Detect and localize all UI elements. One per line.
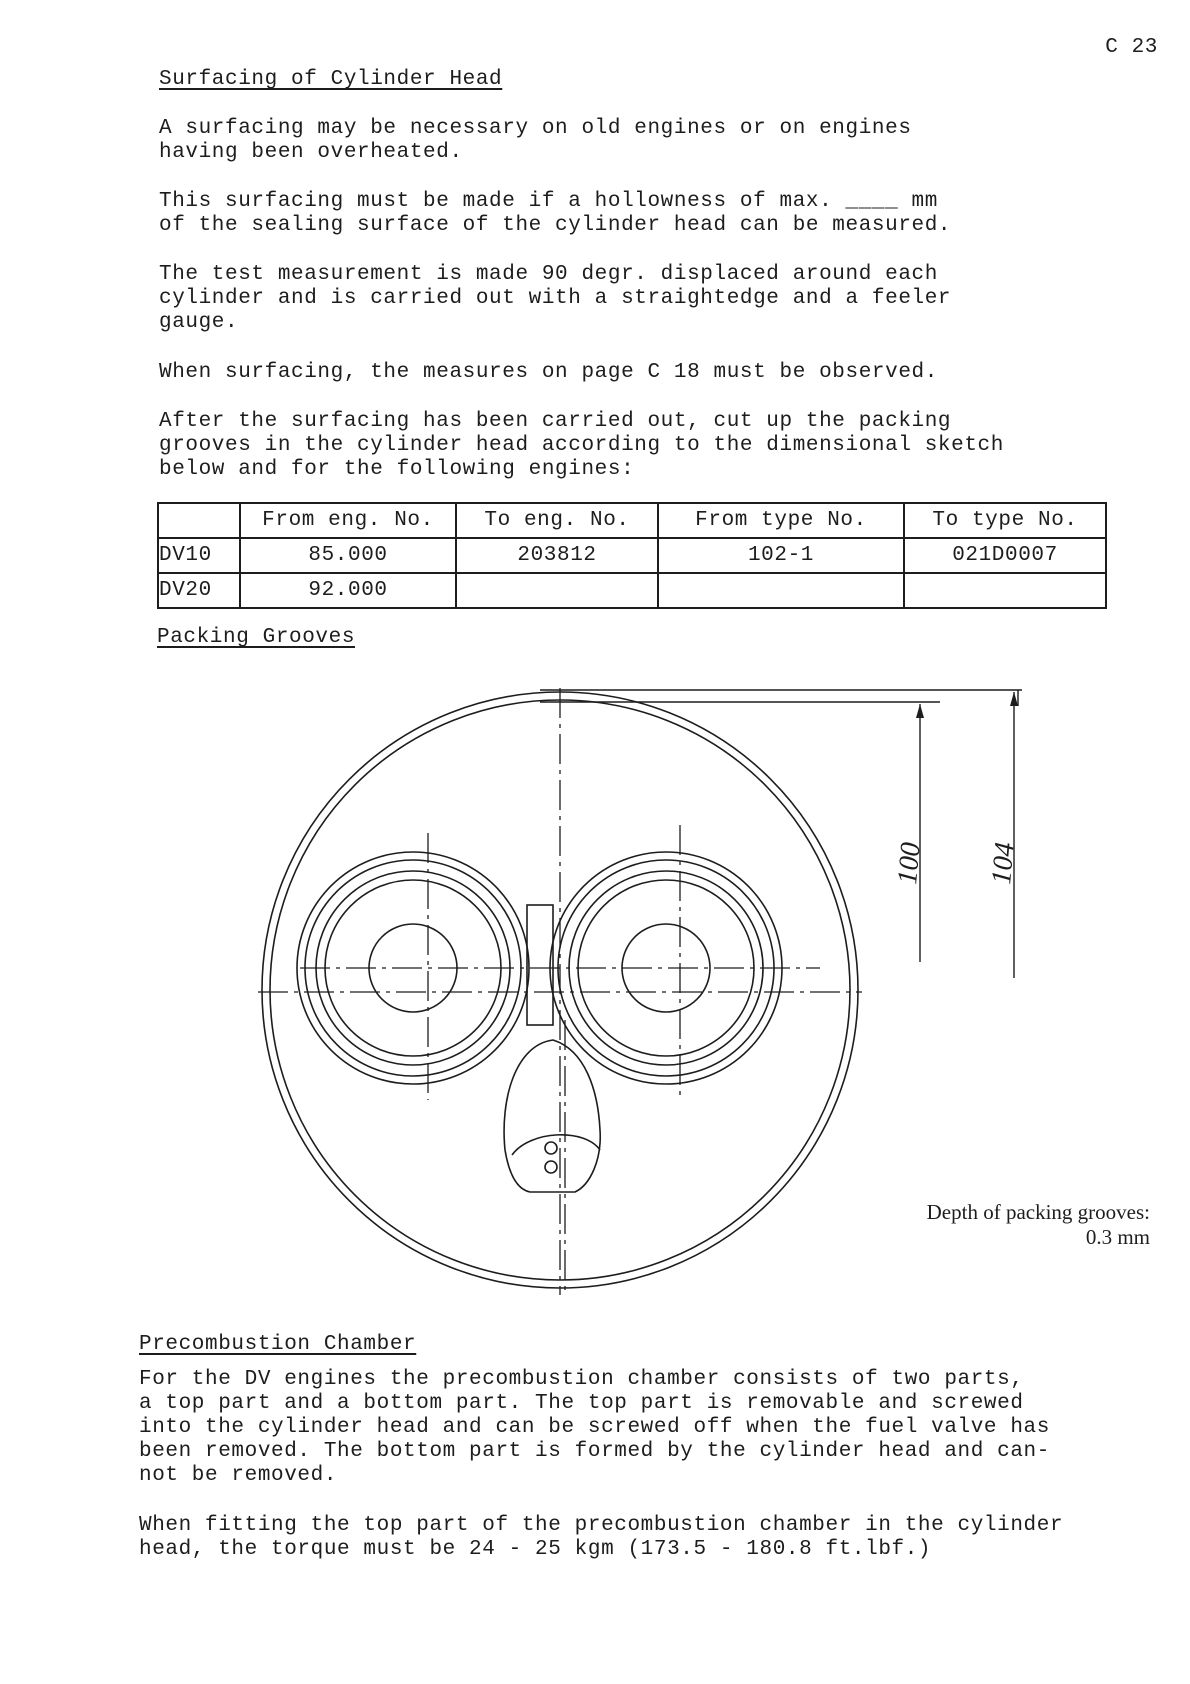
- cylinder-bridge: [527, 905, 553, 1025]
- paragraph-precombustion-parts: [139, 1368, 1050, 1488]
- text-line: been removed. The bottom part is formed by the cylinder head and can-: [139, 1440, 1050, 1463]
- dimension-label-100: 100: [892, 841, 927, 886]
- depth-label: Depth of packing grooves:: [926, 1200, 1150, 1224]
- text-line: gauge.: [159, 311, 239, 334]
- text-line: not be removed.: [139, 1464, 338, 1487]
- table-cell: 85.000: [240, 538, 456, 573]
- text-line: A surfacing may be necessary on old engines or on engines: [159, 117, 912, 140]
- paragraph-torque: [139, 1514, 1063, 1562]
- chamber-hole-2: [545, 1161, 557, 1173]
- table-header-cell: To type No.: [904, 503, 1106, 538]
- text-line: of the sealing surface of the cylinder head can be measured.: [159, 214, 952, 237]
- depth-note: [927, 1200, 1150, 1250]
- text-line: After the surfacing has been carried out, cut up the packing: [159, 410, 952, 433]
- figure-title-packing-grooves: Packing Grooves: [157, 626, 356, 649]
- chamber-hole-1: [545, 1142, 557, 1154]
- precombustion-chamber-outline: [504, 1040, 600, 1192]
- text-line: When surfacing, the measures on page C 18 must be observed.: [159, 361, 938, 384]
- arrowhead-100: [916, 704, 924, 718]
- arrowhead-104: [1010, 692, 1018, 706]
- table-header-cell: From eng. No.: [240, 503, 456, 538]
- text-line: The test measurement is made 90 degr. displaced around each: [159, 263, 938, 286]
- text-line: grooves in the cylinder head according to the dimensional sketch: [159, 434, 1004, 457]
- text-line: having been overheated.: [159, 141, 463, 164]
- section-title-precombustion: Precombustion Chamber: [139, 1333, 417, 1356]
- text-line: This surfacing must be made if a hollowness of max. ____ mm: [159, 190, 938, 213]
- text-line: When fitting the top part of the precombustion chamber in the cylinder: [139, 1514, 1064, 1537]
- text-line: For the DV engines the precombustion chamber consists of two parts,: [139, 1368, 1024, 1391]
- table-header-cell: To eng. No.: [456, 503, 658, 538]
- table-cell: 92.000: [240, 573, 456, 608]
- table-cell: 102-1: [658, 538, 904, 573]
- table-cell: 021D0007: [904, 538, 1106, 573]
- text-line: cylinder and is carried out with a straightedge and a feeler: [159, 287, 952, 310]
- page-number: C 23: [1105, 36, 1158, 59]
- text-line: below and for the following engines:: [159, 458, 635, 481]
- section-title-surfacing: Surfacing of Cylinder Head: [159, 68, 503, 91]
- text-line: head, the torque must be 24 - 25 kgm (173.5 - 180.8 ft.lbf.): [139, 1538, 932, 1561]
- table-header-cell: From type No.: [658, 503, 904, 538]
- table-cell: DV20: [158, 573, 240, 608]
- table-cell: 203812: [456, 538, 658, 573]
- depth-value: 0.3 mm: [1085, 1225, 1150, 1249]
- dimension-label-104: 104: [986, 841, 1021, 886]
- text-line: a top part and a bottom part. The top part is removable and screwed: [139, 1392, 1024, 1415]
- text-line: into the cylinder head and can be screwed off when the fuel valve has: [139, 1416, 1050, 1439]
- table-cell: DV10: [158, 538, 240, 573]
